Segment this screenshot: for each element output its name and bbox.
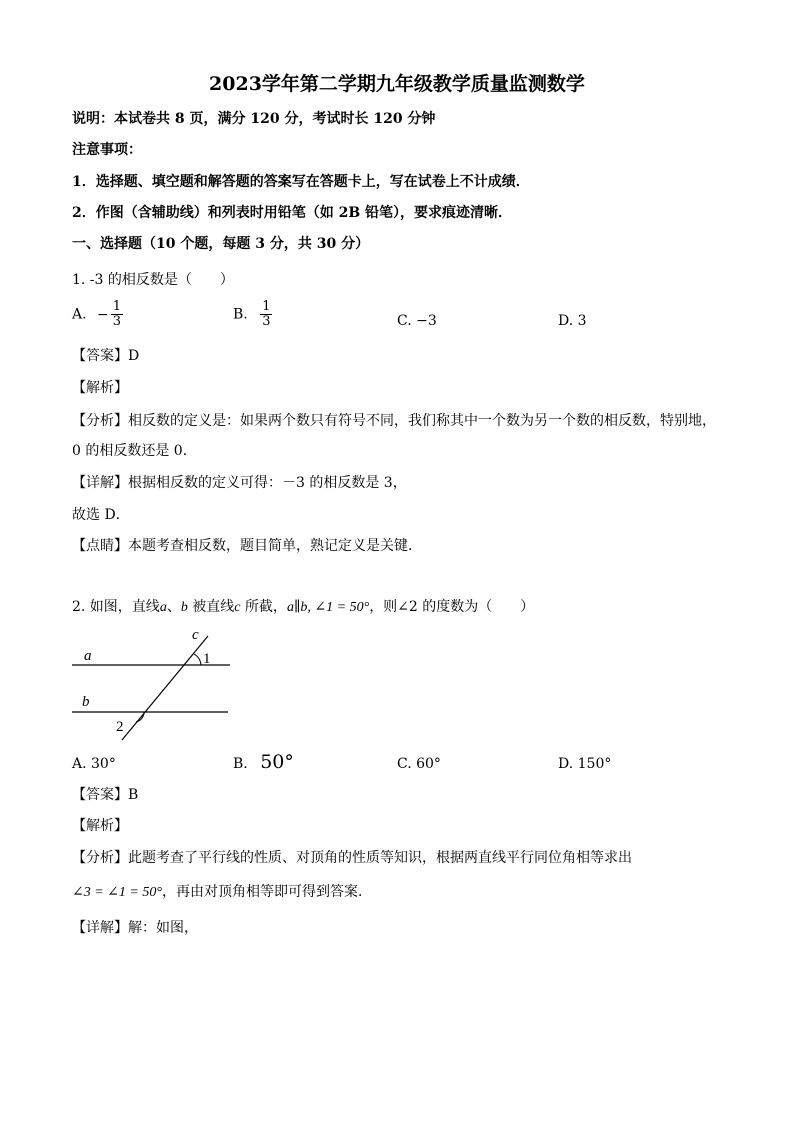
stem-text: 被直线: [187, 599, 235, 615]
notice-item-2: 2．作图（含辅助线）和列表时用铅笔（如 2B 铅笔），要求痕迹清晰．: [72, 205, 513, 221]
condition-math: a∥b, ∠1 = 50°: [286, 600, 370, 615]
q1-fenxi-line-2: 0 的相反数还是 0．: [72, 443, 197, 459]
option-label: B.: [233, 756, 248, 772]
label-2: 2: [116, 719, 124, 735]
option-label: B.: [233, 306, 248, 323]
q2-fenxi-line-2: [72, 883, 372, 902]
q1-comment: 【点睛】本题考查相反数，题目简单，熟记定义是关键．: [72, 538, 422, 554]
q2-option-b: [233, 753, 294, 773]
q2-analysis-label: 【解析】: [72, 818, 128, 834]
notice-item-1: 1．选择题、填空题和解答题的答案写在答题卡上，写在试卷上不计成绩．: [72, 174, 530, 190]
question-1-stem: 1. -3 的相反数是（ ）: [72, 272, 234, 288]
q2-detail: 【详解】解：如图，: [72, 920, 198, 936]
option-label: A.: [72, 306, 87, 323]
q1-option-b: [233, 300, 272, 329]
angle-equation: ∠3 = ∠1 = 50°: [72, 885, 162, 900]
label-b: b: [82, 694, 90, 710]
q2-fenxi-line-1: 【分析】此题考查了平行线的性质、对顶角的性质等知识，根据两直线平行同位角相等求出: [72, 850, 632, 866]
q1-option-c: C. −3: [397, 313, 437, 329]
fraction: [260, 300, 272, 329]
line-c-symbol: c: [234, 600, 241, 615]
question-2-stem: [72, 598, 534, 617]
fraction: [111, 300, 123, 329]
section-heading: 一、选择题（10 个题，每题 3 分，共 30 分）: [72, 236, 370, 252]
q1-analysis-label: 【解析】: [72, 380, 128, 396]
notice-title: 注意事项：: [72, 142, 142, 158]
q1-option-d: D. 3: [558, 313, 587, 329]
exam-note: 说明：本试卷共 8 页，满分 120 分，考试时长 120 分钟: [72, 111, 436, 127]
q1-option-a: [72, 300, 123, 329]
page-title: 2023学年第二学期九年级教学质量监测数学: [209, 73, 585, 95]
stem-text: 2. 如图，直线: [72, 599, 160, 615]
fenxi-text: ，再由对顶角相等即可得到答案．: [161, 884, 372, 900]
fraction-denominator: 3: [112, 314, 122, 329]
fraction-numerator: 1: [112, 299, 122, 314]
parallel-lines-figure: [72, 624, 237, 742]
stem-text: 所截，: [240, 599, 287, 615]
fraction-numerator: 1: [262, 299, 271, 314]
label-1: 1: [203, 651, 211, 667]
label-a: a: [84, 648, 92, 664]
q1-fenxi-line-1: 【分析】相反数的定义是：如果两个数只有符号不同，我们称其中一个数为另一个数的相反数，特别地，: [72, 413, 716, 429]
label-c: c: [192, 627, 199, 643]
fraction-denominator: 3: [262, 314, 271, 329]
option-value: 50°: [260, 751, 294, 773]
q1-detail: 【详解】根据相反数的定义可得：－3 的相反数是 3，: [72, 475, 407, 491]
q1-conclusion: 故选 D．: [72, 507, 130, 523]
q2-answer: 【答案】B: [72, 787, 139, 803]
angle-1-arc: [194, 654, 201, 665]
line-a-symbol: a: [159, 600, 167, 615]
q1-answer: 【答案】D: [72, 348, 140, 364]
q2-option-a: A. 30°: [72, 756, 116, 772]
q2-option-c: C. 60°: [397, 756, 441, 772]
minus-sign: −: [97, 306, 109, 323]
q2-option-d: D. 150°: [558, 756, 612, 772]
angle-2-arc: [136, 712, 144, 722]
stem-text: 、: [166, 599, 181, 615]
stem-text: ，则∠2 的度数为（ ）: [369, 599, 535, 615]
line-b-symbol: b: [180, 600, 188, 615]
transversal-c: [122, 636, 208, 740]
